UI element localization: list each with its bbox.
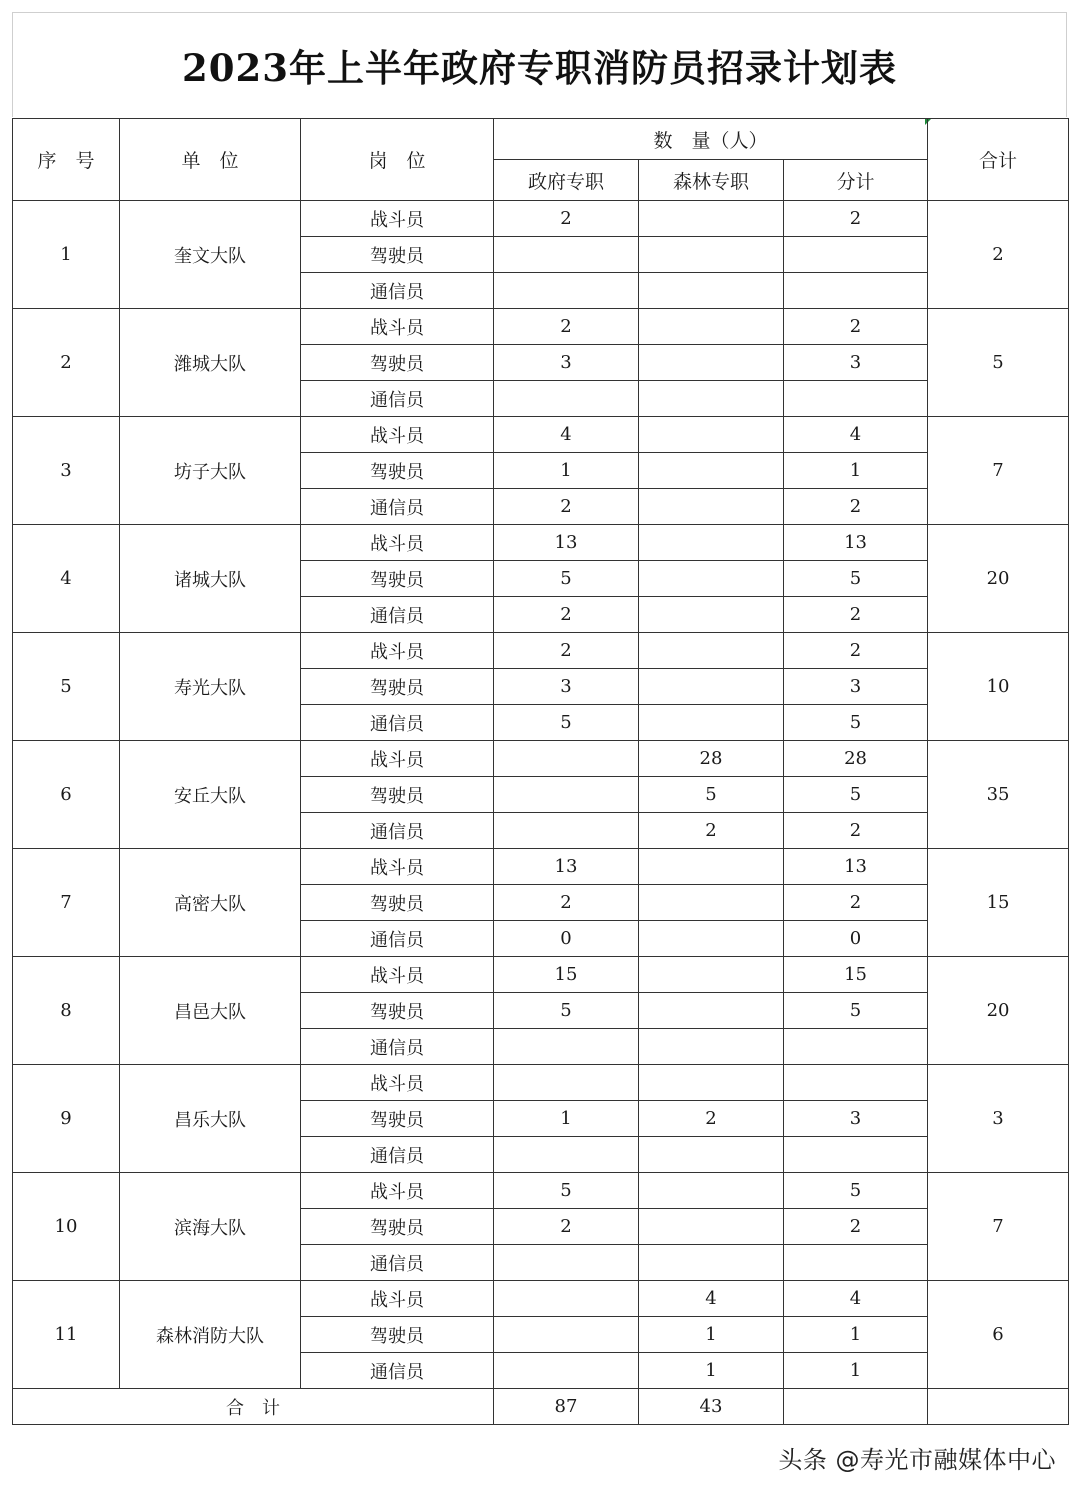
forest-cell: [639, 1137, 784, 1173]
footer-subtotal: [784, 1389, 928, 1425]
forest-cell: [639, 993, 784, 1029]
post-cell: 驾驶员: [301, 1209, 494, 1245]
gov-cell: 1: [494, 1101, 639, 1137]
gov-cell: [494, 273, 639, 309]
post-cell: 通信员: [301, 1137, 494, 1173]
subtotal-cell: [784, 1065, 928, 1101]
unit-name-cell: 高密大队: [120, 849, 301, 957]
forest-cell: [639, 633, 784, 669]
post-cell: 通信员: [301, 1029, 494, 1065]
post-cell: 战斗员: [301, 417, 494, 453]
forest-cell: [639, 669, 784, 705]
unit-total-cell: 10: [928, 633, 1069, 741]
forest-cell: [639, 1173, 784, 1209]
post-cell: 驾驶员: [301, 777, 494, 813]
subtotal-cell: 28: [784, 741, 928, 777]
post-cell: 驾驶员: [301, 345, 494, 381]
unit-name-cell: 昌邑大队: [120, 957, 301, 1065]
forest-cell: [639, 1209, 784, 1245]
seq-cell: 11: [13, 1281, 120, 1389]
footer-label: 合 计: [13, 1389, 494, 1425]
subtotal-cell: 3: [784, 345, 928, 381]
subtotal-cell: 2: [784, 489, 928, 525]
subtotal-cell: 2: [784, 597, 928, 633]
gov-cell: 2: [494, 633, 639, 669]
gov-cell: 13: [494, 525, 639, 561]
unit-total-cell: 7: [928, 1173, 1069, 1281]
seq-cell: 10: [13, 1173, 120, 1281]
watermark: 头条 @寿光市融媒体中心: [778, 1446, 1056, 1474]
table-row: [13, 1173, 1069, 1209]
page-title: 2023年上半年政府专职消防员招录计划表: [182, 46, 897, 90]
header-seq: 序 号: [13, 119, 120, 201]
subtotal-cell: 5: [784, 1173, 928, 1209]
post-cell: 战斗员: [301, 633, 494, 669]
subtotal-cell: [784, 237, 928, 273]
post-cell: 驾驶员: [301, 1101, 494, 1137]
seq-cell: 1: [13, 201, 120, 309]
post-cell: 战斗员: [301, 849, 494, 885]
post-cell: 战斗员: [301, 1065, 494, 1101]
forest-cell: [639, 273, 784, 309]
subtotal-cell: 2: [784, 885, 928, 921]
header-gov: 政府专职: [494, 160, 639, 201]
unit-total-cell: 20: [928, 525, 1069, 633]
post-cell: 通信员: [301, 489, 494, 525]
unit-name-cell: 滨海大队: [120, 1173, 301, 1281]
forest-cell: [639, 885, 784, 921]
gov-cell: 2: [494, 885, 639, 921]
subtotal-cell: 13: [784, 849, 928, 885]
post-cell: 驾驶员: [301, 885, 494, 921]
post-cell: 战斗员: [301, 525, 494, 561]
gov-cell: 2: [494, 597, 639, 633]
header-row-1: [13, 119, 1069, 160]
table-body: [13, 201, 1069, 1389]
forest-cell: [639, 453, 784, 489]
subtotal-cell: 1: [784, 1317, 928, 1353]
gov-cell: 5: [494, 705, 639, 741]
table-row: [13, 309, 1069, 345]
subtotal-cell: [784, 1137, 928, 1173]
forest-cell: [639, 1029, 784, 1065]
post-cell: 驾驶员: [301, 669, 494, 705]
table-row: [13, 201, 1069, 237]
post-cell: 战斗员: [301, 1173, 494, 1209]
seq-cell: 4: [13, 525, 120, 633]
header-quantity: 数 量（人）: [494, 119, 928, 160]
subtotal-cell: 3: [784, 1101, 928, 1137]
gov-cell: 5: [494, 993, 639, 1029]
forest-cell: [639, 201, 784, 237]
table-row: [13, 417, 1069, 453]
post-cell: 战斗员: [301, 1281, 494, 1317]
table-row: [13, 525, 1069, 561]
subtotal-cell: 4: [784, 1281, 928, 1317]
post-cell: 驾驶员: [301, 561, 494, 597]
subtotal-cell: 1: [784, 453, 928, 489]
forest-cell: [639, 561, 784, 597]
forest-cell: [639, 957, 784, 993]
post-cell: 通信员: [301, 1353, 494, 1389]
unit-name-cell: 寿光大队: [120, 633, 301, 741]
forest-cell: [639, 489, 784, 525]
gov-cell: [494, 237, 639, 273]
gov-cell: 3: [494, 669, 639, 705]
forest-cell: [639, 921, 784, 957]
gov-cell: 2: [494, 489, 639, 525]
gov-cell: [494, 1317, 639, 1353]
table-row: [13, 849, 1069, 885]
post-cell: 驾驶员: [301, 453, 494, 489]
table-row: [13, 1281, 1069, 1317]
gov-cell: [494, 1353, 639, 1389]
forest-cell: [639, 381, 784, 417]
forest-cell: 2: [639, 813, 784, 849]
gov-cell: [494, 1137, 639, 1173]
subtotal-cell: 5: [784, 705, 928, 741]
post-cell: 战斗员: [301, 957, 494, 993]
unit-total-cell: 2: [928, 201, 1069, 309]
forest-cell: [639, 597, 784, 633]
subtotal-cell: 5: [784, 993, 928, 1029]
post-cell: 通信员: [301, 813, 494, 849]
post-cell: 通信员: [301, 921, 494, 957]
unit-total-cell: 15: [928, 849, 1069, 957]
subtotal-cell: 2: [784, 309, 928, 345]
subtotal-cell: 2: [784, 633, 928, 669]
gov-cell: 2: [494, 309, 639, 345]
table-row: [13, 633, 1069, 669]
subtotal-cell: 2: [784, 201, 928, 237]
forest-cell: [639, 1245, 784, 1281]
unit-name-cell: 坊子大队: [120, 417, 301, 525]
seq-cell: 2: [13, 309, 120, 417]
subtotal-cell: [784, 1029, 928, 1065]
forest-cell: 5: [639, 777, 784, 813]
header-subtotal: 分计: [784, 160, 928, 201]
gov-cell: [494, 1245, 639, 1281]
seq-cell: 6: [13, 741, 120, 849]
forest-cell: [639, 237, 784, 273]
subtotal-cell: 4: [784, 417, 928, 453]
table-row: [13, 957, 1069, 993]
recruitment-plan-table: [12, 118, 1069, 1425]
post-cell: 通信员: [301, 597, 494, 633]
unit-total-cell: 20: [928, 957, 1069, 1065]
gov-cell: 5: [494, 561, 639, 597]
post-cell: 驾驶员: [301, 237, 494, 273]
subtotal-cell: 2: [784, 813, 928, 849]
forest-cell: [639, 309, 784, 345]
table-row: [13, 741, 1069, 777]
seq-cell: 5: [13, 633, 120, 741]
gov-cell: [494, 741, 639, 777]
subtotal-cell: [784, 381, 928, 417]
subtotal-cell: 2: [784, 1209, 928, 1245]
post-cell: 战斗员: [301, 201, 494, 237]
forest-cell: [639, 849, 784, 885]
unit-total-cell: 6: [928, 1281, 1069, 1389]
gov-cell: [494, 1281, 639, 1317]
title-box: [12, 12, 1067, 117]
subtotal-cell: 1: [784, 1353, 928, 1389]
subtotal-cell: 5: [784, 777, 928, 813]
header-forest: 森林专职: [639, 160, 784, 201]
gov-cell: 2: [494, 1209, 639, 1245]
forest-cell: 2: [639, 1101, 784, 1137]
footer-total: [928, 1389, 1069, 1425]
unit-total-cell: 35: [928, 741, 1069, 849]
post-cell: 战斗员: [301, 309, 494, 345]
forest-cell: [639, 525, 784, 561]
gov-cell: 0: [494, 921, 639, 957]
header-unit: 单 位: [120, 119, 301, 201]
forest-cell: 1: [639, 1317, 784, 1353]
subtotal-cell: [784, 1245, 928, 1281]
subtotal-cell: 13: [784, 525, 928, 561]
gov-cell: 5: [494, 1173, 639, 1209]
seq-cell: 8: [13, 957, 120, 1065]
post-cell: 驾驶员: [301, 1317, 494, 1353]
unit-name-cell: 昌乐大队: [120, 1065, 301, 1173]
gov-cell: 13: [494, 849, 639, 885]
unit-total-cell: 5: [928, 309, 1069, 417]
gov-cell: 3: [494, 345, 639, 381]
gov-cell: 1: [494, 453, 639, 489]
post-cell: 通信员: [301, 381, 494, 417]
gov-cell: [494, 1065, 639, 1101]
unit-total-cell: 3: [928, 1065, 1069, 1173]
gov-cell: [494, 1029, 639, 1065]
post-cell: 驾驶员: [301, 993, 494, 1029]
footer-gov-total: 87: [494, 1389, 639, 1425]
forest-cell: [639, 705, 784, 741]
forest-cell: [639, 345, 784, 381]
post-cell: 战斗员: [301, 741, 494, 777]
seq-cell: 3: [13, 417, 120, 525]
subtotal-cell: [784, 273, 928, 309]
subtotal-cell: 3: [784, 669, 928, 705]
unit-name-cell: 森林消防大队: [120, 1281, 301, 1389]
forest-cell: [639, 1065, 784, 1101]
gov-cell: 2: [494, 201, 639, 237]
header-post: 岗 位: [301, 119, 494, 201]
post-cell: 通信员: [301, 273, 494, 309]
subtotal-cell: 5: [784, 561, 928, 597]
forest-cell: 28: [639, 741, 784, 777]
post-cell: 通信员: [301, 1245, 494, 1281]
unit-name-cell: 诸城大队: [120, 525, 301, 633]
header-total: 合计: [928, 119, 1069, 201]
seq-cell: 7: [13, 849, 120, 957]
table-row: [13, 1065, 1069, 1101]
unit-name-cell: 安丘大队: [120, 741, 301, 849]
forest-cell: 4: [639, 1281, 784, 1317]
unit-total-cell: 7: [928, 417, 1069, 525]
footer-forest-total: 43: [639, 1389, 784, 1425]
gov-cell: [494, 381, 639, 417]
seq-cell: 9: [13, 1065, 120, 1173]
gov-cell: [494, 777, 639, 813]
unit-name-cell: 奎文大队: [120, 201, 301, 309]
gov-cell: [494, 813, 639, 849]
subtotal-cell: 0: [784, 921, 928, 957]
forest-cell: [639, 417, 784, 453]
footer-row: [13, 1389, 1069, 1425]
gov-cell: 15: [494, 957, 639, 993]
subtotal-cell: 15: [784, 957, 928, 993]
unit-name-cell: 潍城大队: [120, 309, 301, 417]
post-cell: 通信员: [301, 705, 494, 741]
gov-cell: 4: [494, 417, 639, 453]
forest-cell: 1: [639, 1353, 784, 1389]
